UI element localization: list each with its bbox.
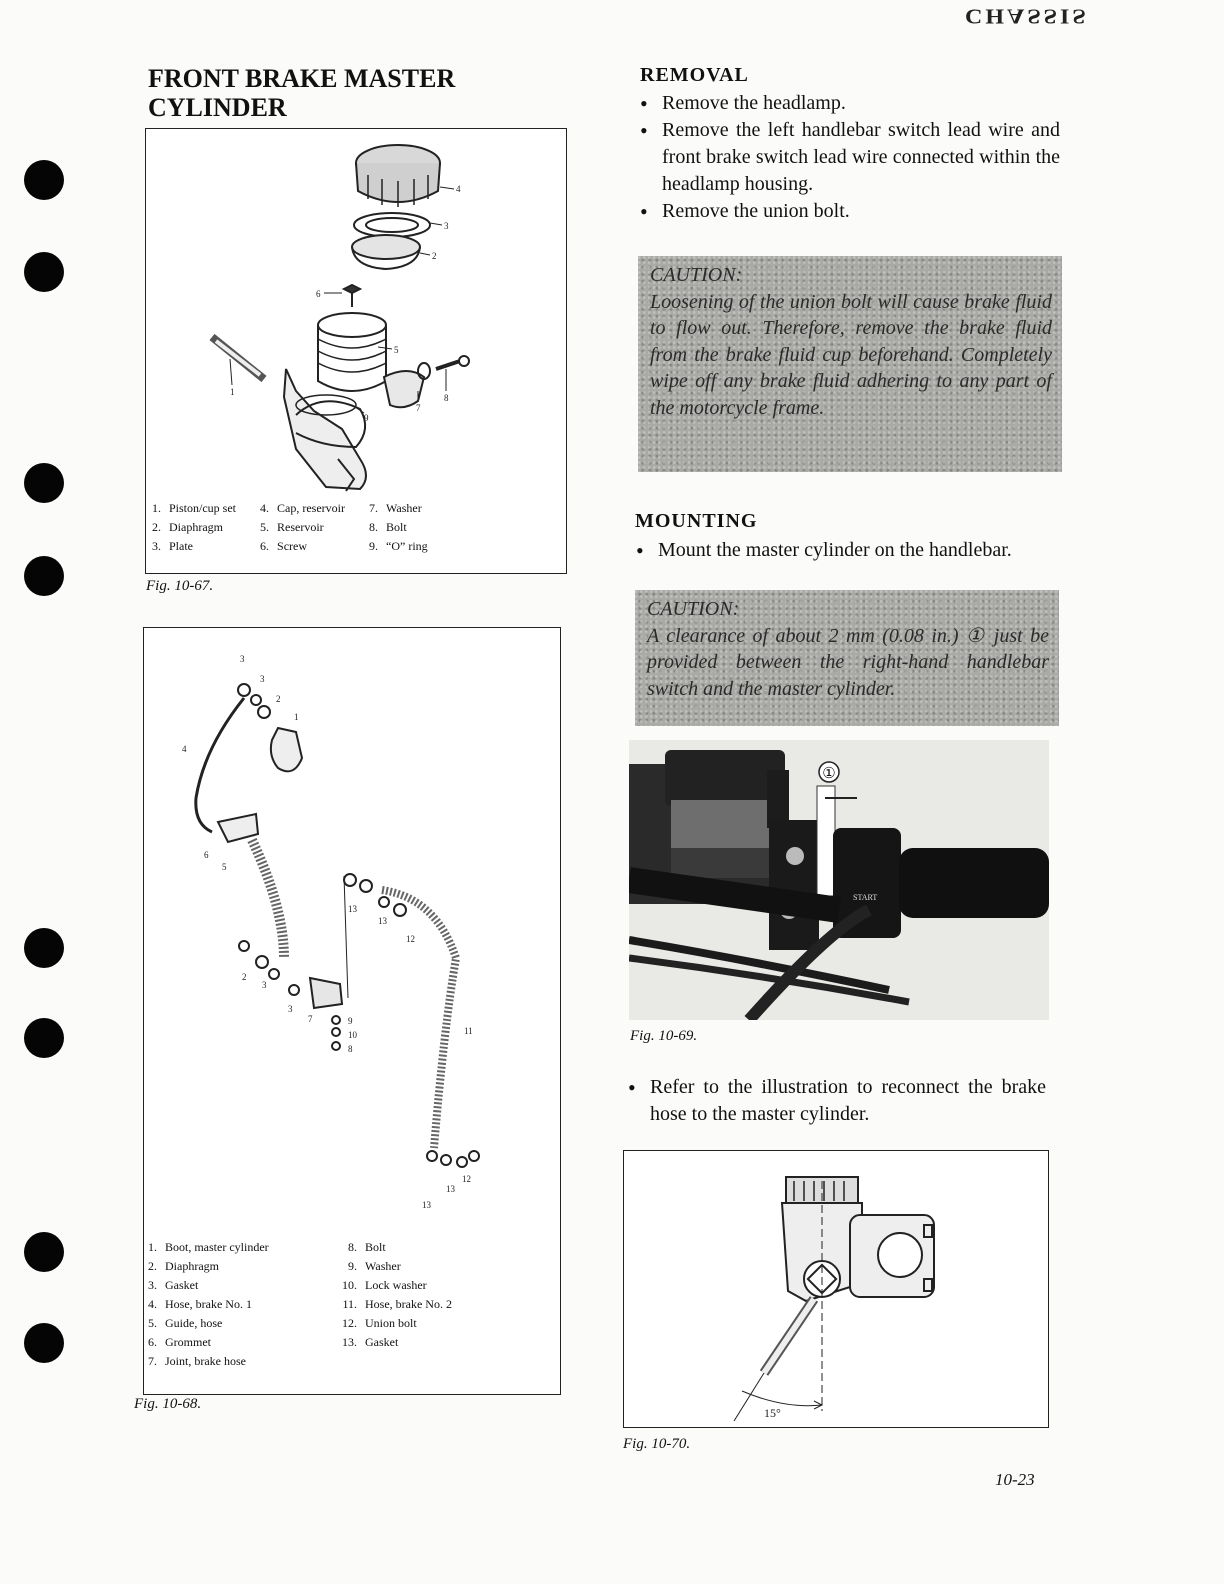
removal-step: • Remove the left handlebar switch lead wire and front brake switch lead wire connected within the headlamp housing. xyxy=(638,117,1060,198)
binder-hole xyxy=(24,463,64,503)
callout-5: 5 xyxy=(394,345,399,355)
callout-1: 1 xyxy=(294,712,299,722)
callout-10: 10 xyxy=(348,1030,357,1040)
start-label: START xyxy=(853,893,878,902)
callout-11: 11 xyxy=(464,1026,473,1036)
fig68-legend-right: 8. Bolt 9. Washer 10. Lock washer 11. Hose, brake No. 2 12. Union bolt 13. Gasket xyxy=(342,1240,452,1349)
binder-hole xyxy=(24,928,64,968)
callout-4: 4 xyxy=(456,184,461,194)
binder-hole xyxy=(24,160,64,200)
fig70-caption: Fig. 10-70. xyxy=(623,1436,691,1452)
callout-3a: 3 xyxy=(240,654,245,664)
callout-3b: 3 xyxy=(260,674,265,684)
callout-8: 8 xyxy=(444,393,449,403)
angle-label: 15° xyxy=(764,1406,781,1420)
callout-8: 8 xyxy=(348,1044,353,1054)
binder-hole xyxy=(24,556,64,596)
brake-hose-routing-diagram xyxy=(144,628,560,1228)
fig67-legend: 1. Piston/cup set 4. Cap, reservoir 7. Washer 2. Diaphragm 5. Reservoir 8. Bolt 3. Plate 6. Screw 9. “O” ring xyxy=(152,501,428,553)
binder-hole xyxy=(24,252,64,292)
callout-5: 5 xyxy=(222,862,227,872)
caution-title: CAUTION: xyxy=(650,264,743,286)
callout-3d: 3 xyxy=(288,1004,293,1014)
callout-7: 7 xyxy=(308,1014,313,1024)
fig67-caption: Fig. 10-67. xyxy=(146,578,214,594)
figure-10-69-photo xyxy=(629,740,1049,1020)
mounting-steps xyxy=(634,537,1060,564)
callout-12a: 12 xyxy=(406,934,415,944)
running-header: CHASSIS xyxy=(965,4,1089,28)
hose-angle-diagram xyxy=(624,1151,1048,1427)
removal-step: • Remove the union bolt. xyxy=(638,198,1060,225)
caution-title: CAUTION: xyxy=(647,598,740,620)
removal-step: • Remove the headlamp. xyxy=(638,90,1060,117)
caution-text: Loosening of the union bolt will cause brake fluid to flow out. Therefore, remove the brake fluid from the brake fluid cup beforehand. Completely wipe off any brake fluid adhering to any part of the motorcycle frame. xyxy=(650,290,1052,419)
callout-13d: 13 xyxy=(422,1200,431,1210)
section-title: FRONT BRAKE MASTER CYLINDER xyxy=(148,64,456,122)
figure-10-67 xyxy=(145,128,567,574)
mounting-steps-2 xyxy=(626,1074,1046,1128)
callout-13c: 13 xyxy=(446,1184,455,1194)
callout-3: 3 xyxy=(444,221,449,231)
mounting-step: • Mount the master cylinder on the handlebar. xyxy=(634,537,1060,564)
mounting-step: • Refer to the illustration to reconnect the brake hose to the master cylinder. xyxy=(626,1074,1046,1128)
figure-10-70 xyxy=(623,1150,1049,1428)
callout-2b: 2 xyxy=(242,972,247,982)
callout-9: 9 xyxy=(348,1016,353,1026)
caution-text: A clearance of about 2 mm (0.08 in.) ① just be provided between the right-hand handlebar switch and the master cylinder. xyxy=(647,624,1049,700)
callout-12b: 12 xyxy=(462,1174,471,1184)
removal-heading: REMOVAL xyxy=(640,64,749,86)
callout-6: 6 xyxy=(316,289,321,299)
fig68-legend-left: 1. Boot, master cylinder 2. Diaphragm 3. Gasket 4. Hose, brake No. 1 5. Guide, hose 6. Grommet 7. Joint, brake hose xyxy=(148,1240,269,1368)
callout-6: 6 xyxy=(204,850,209,860)
figure-10-68 xyxy=(143,627,561,1395)
master-cylinder-exploded-diagram xyxy=(146,129,566,499)
callout-4: 4 xyxy=(182,744,187,754)
binder-hole xyxy=(24,1232,64,1272)
callout-3c: 3 xyxy=(262,980,267,990)
handlebar-photo xyxy=(629,740,1049,1020)
callout-2a: 2 xyxy=(276,694,281,704)
callout-7: 7 xyxy=(416,403,421,413)
binder-hole xyxy=(24,1323,64,1363)
callout-1-icon: ① xyxy=(822,766,836,782)
mounting-heading: MOUNTING xyxy=(635,510,758,532)
fig69-caption: Fig. 10-69. xyxy=(630,1028,698,1044)
page-number: 10-23 xyxy=(995,1470,1035,1489)
callout-9: 9 xyxy=(364,413,369,423)
callout-13b: 13 xyxy=(378,916,387,926)
removal-steps xyxy=(638,90,1060,225)
mounting-caution xyxy=(635,590,1059,726)
callout-1: 1 xyxy=(230,387,235,397)
callout-2: 2 xyxy=(432,251,437,261)
binder-hole xyxy=(24,1018,64,1058)
fig68-caption: Fig. 10-68. xyxy=(134,1396,202,1412)
removal-caution xyxy=(638,256,1062,472)
callout-13a: 13 xyxy=(348,904,357,914)
